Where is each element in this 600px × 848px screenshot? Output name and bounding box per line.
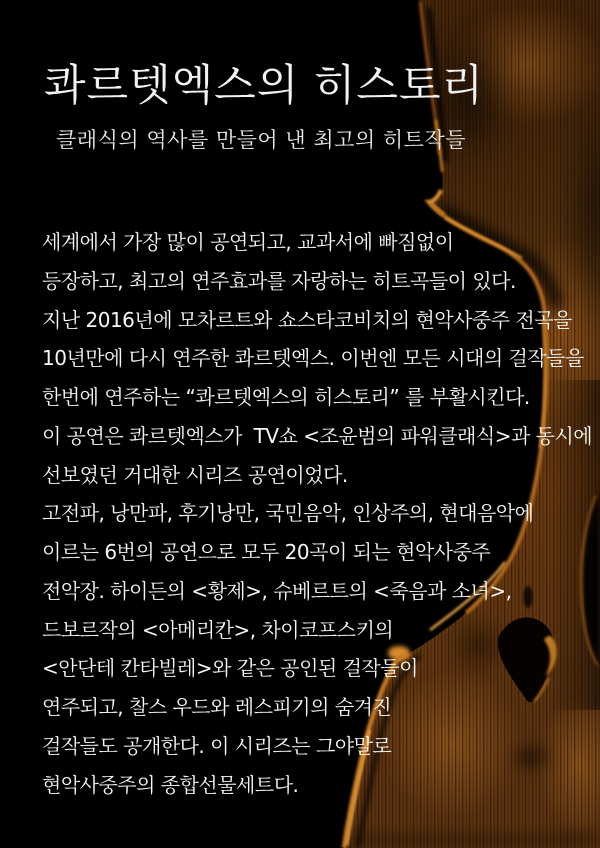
- page-title: 콰르텟엑스의 히스토리: [44, 61, 485, 111]
- body-line: 걸작들도 공개한다. 이 시리즈는 그야말로: [42, 733, 392, 758]
- body-line: <안단테 칸타빌레>와 같은 공인된 걸작들이: [42, 656, 418, 681]
- page-subtitle: 클래식의 역사를 만들어 낸 최고의 히트작들: [56, 128, 467, 152]
- body-line: 등장하고, 최고의 연주효과를 자랑하는 히트곡들이 있다.: [42, 268, 516, 293]
- body-line: 세계에서 가장 많이 공연되고, 교과서에 빠짐없이: [42, 230, 454, 254]
- body-line: 이르는 6번의 공연으로 모두 20곡이 되는 현악사중주: [42, 540, 491, 564]
- body-line: 드보르작의 <아메리칸>, 차이코프스키의: [42, 617, 394, 642]
- body-line: 전악장. 하이든의 <황제>, 슈베르트의 <죽음과 소녀>,: [42, 578, 512, 603]
- body-line: 선보였던 거대한 시리즈 공연이었다.: [42, 462, 348, 487]
- body-line: 연주되고, 찰스 우드와 레스피기의 숨겨진: [42, 695, 392, 719]
- body-line: 이 공연은 콰르텟엑스가 TV쇼 <조윤범의 파워클래식>과 동시에: [42, 423, 593, 448]
- body-line: 지난 2016년에 모차르트와 쇼스타코비치의 현악사중주 전곡을: [42, 307, 572, 332]
- body-line: 10년만에 다시 연주한 콰르텟엑스. 이번엔 모든 시대의 걸작들을: [42, 346, 584, 371]
- body-line: 현악사중주의 종합선물세트다.: [42, 772, 299, 797]
- body-line: 고전파, 낭만파, 후기낭만, 국민음악, 인상주의, 현대음악에: [42, 501, 534, 526]
- body-text: [0, 223, 600, 804]
- body-line: 한번에 연주하는 “콰르텟엑스의 히스토리” 를 부활시킨다.: [42, 385, 530, 409]
